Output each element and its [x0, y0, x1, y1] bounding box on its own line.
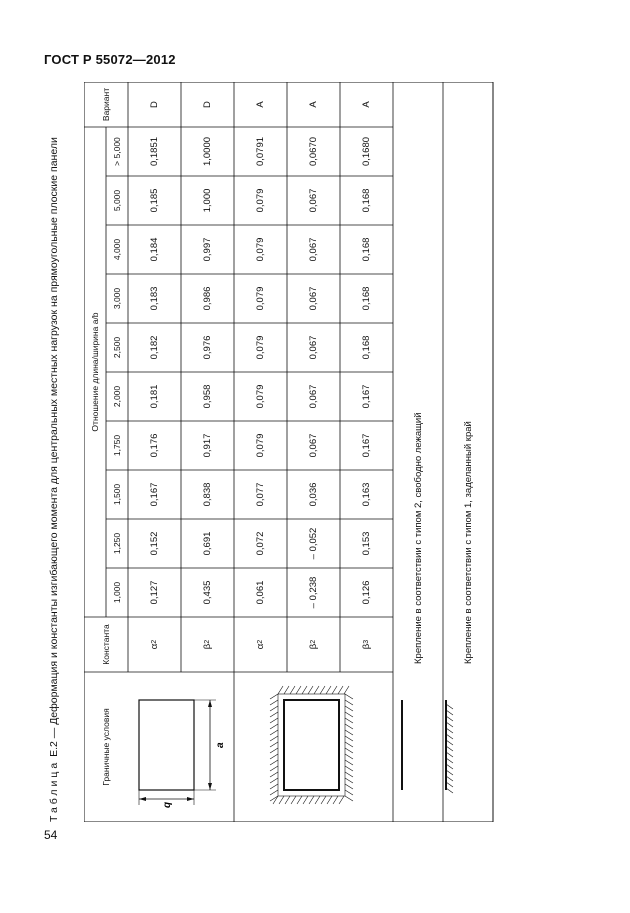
constant-symbol [234, 617, 287, 672]
header-ratio-value: 3,000 [112, 287, 122, 310]
header-ratio-value: 5,000 [112, 189, 122, 212]
table-cell-value: 0,176 [149, 433, 160, 458]
constant-greek-letter: β [308, 643, 319, 650]
table-cell-value: 0,986 [202, 286, 213, 311]
document-header: ГОСТ Р 55072—2012 [44, 52, 176, 67]
table-cell-value: 0,163 [361, 482, 372, 507]
table-cell-value: 0,182 [149, 335, 160, 360]
table-cell-value: 0,067 [308, 188, 319, 213]
table-cell-value: 0,079 [255, 188, 266, 213]
constant-subscript: 3 [363, 639, 370, 644]
table-cell-value: 0,1680 [361, 136, 372, 167]
table-cell-value: 0,167 [361, 433, 372, 458]
table-cell-value: 0,184 [149, 237, 160, 262]
diagram-label-a: a [215, 742, 226, 748]
header-variant: Вариант [101, 87, 111, 122]
table-cell-value: 0,0670 [308, 136, 319, 167]
table-cell-value: 0,167 [149, 482, 160, 507]
diagram-simply-supported [139, 700, 216, 805]
table-cell-value: 0,077 [255, 482, 266, 507]
table-cell-value: 0,838 [202, 482, 213, 507]
constant-symbol [128, 617, 181, 672]
table-cell-value: 0,079 [255, 384, 266, 409]
table-cell-value: 0,067 [308, 286, 319, 311]
diagram-clamped [270, 686, 353, 804]
diagram-label-q: q [162, 801, 173, 808]
table-cell-value: 1,0000 [202, 136, 213, 167]
table-cell-value: 0,067 [308, 237, 319, 262]
header-ratio-value: 1,250 [112, 532, 122, 555]
table-cell-value: – 0,052 [308, 527, 319, 560]
header-boundary-conditions: Граничные условия [101, 708, 111, 786]
header-ratio: Отношение длина/ширина a/b [90, 312, 100, 432]
table-cell-value: 0,435 [202, 580, 213, 605]
constant-subscript: 2 [204, 639, 211, 644]
header-constant: Константа [101, 624, 111, 665]
table-cell-value: 0,079 [255, 335, 266, 360]
constant-greek-letter: β [361, 643, 372, 650]
header-ratio-value: 2,000 [112, 385, 122, 408]
page-number: 54 [44, 828, 58, 842]
table-cell-value: 0,691 [202, 531, 213, 556]
table-cell-value: 0,168 [361, 237, 372, 262]
table-cell-value: 0,181 [149, 384, 160, 409]
table-cell-value: 0,0791 [255, 136, 266, 167]
table-cell-value: – 0,238 [308, 576, 319, 609]
header-ratio-value: 1,000 [112, 581, 122, 604]
caption-label: Таблица [48, 759, 60, 822]
table-cell-value: 0,185 [149, 188, 160, 213]
header-ratio-value: > 5,000 [112, 137, 122, 166]
table-cell-value: 0,976 [202, 335, 213, 360]
header-ratio-value: 1,750 [112, 434, 122, 457]
table-cell-value: 0,072 [255, 531, 266, 556]
table-cell-value: 0,067 [308, 433, 319, 458]
variant-cell: D [202, 101, 213, 108]
constant-symbol [340, 617, 393, 672]
table-cell-value: 0,127 [149, 580, 160, 605]
constant-subscript: 2 [151, 639, 158, 644]
table-cell-value: 0,126 [361, 580, 372, 605]
constant-greek-letter: α [255, 643, 266, 650]
table-cell-value: 0,079 [255, 433, 266, 458]
constant-symbol [287, 617, 340, 672]
constant-symbol [181, 617, 234, 672]
support-type-note: Крепление в соответствии с типом 2, свободно лежащий [412, 412, 424, 664]
table-cell-value: 0,958 [202, 384, 213, 409]
table-cell-value: 0,036 [308, 482, 319, 507]
table-cell-value: 0,168 [361, 188, 372, 213]
table-cell-value: 0,079 [255, 286, 266, 311]
table-cell-value: 0,167 [361, 384, 372, 409]
variant-cell: A [308, 101, 319, 108]
table-cell-value: 1,000 [202, 188, 213, 213]
support-type-note: Крепление в соответствии с типом 1, заделанный край [462, 421, 474, 664]
variant-cell: A [255, 101, 266, 108]
constant-subscript: 2 [257, 639, 264, 644]
table-cell-value: 0,917 [202, 433, 213, 458]
table-cell-value: 0,168 [361, 286, 372, 311]
table-cell-value: 0,079 [255, 237, 266, 262]
table-cell-value: 0,067 [308, 335, 319, 360]
table-caption [44, 82, 64, 822]
table-cell-value: 0,153 [361, 531, 372, 556]
variant-cell: D [149, 101, 160, 108]
header-ratio-value: 2,500 [112, 336, 122, 359]
rotated-table-block [44, 82, 579, 822]
constant-greek-letter: β [202, 643, 213, 650]
data-table [84, 82, 579, 822]
table-cell-value: 0,183 [149, 286, 160, 311]
support-type-symbols [402, 700, 453, 793]
table-cell-value: 0,168 [361, 335, 372, 360]
caption-text: Е.2 — Деформация и константы изгибающего момента для центральных местных нагрузок на прямоугольные плоские панели [48, 137, 60, 757]
constant-subscript: 2 [310, 639, 317, 644]
table-cell-value: 0,997 [202, 237, 213, 262]
table-cell-value: 0,067 [308, 384, 319, 409]
table-cell-value: 0,152 [149, 531, 160, 556]
table-cell-value: 0,061 [255, 580, 266, 605]
variant-cell: A [361, 101, 372, 108]
constant-greek-letter: α [149, 643, 160, 650]
header-ratio-value: 1,500 [112, 483, 122, 506]
table-cell-value: 0,1851 [149, 136, 160, 167]
header-ratio-value: 4,000 [112, 238, 122, 261]
